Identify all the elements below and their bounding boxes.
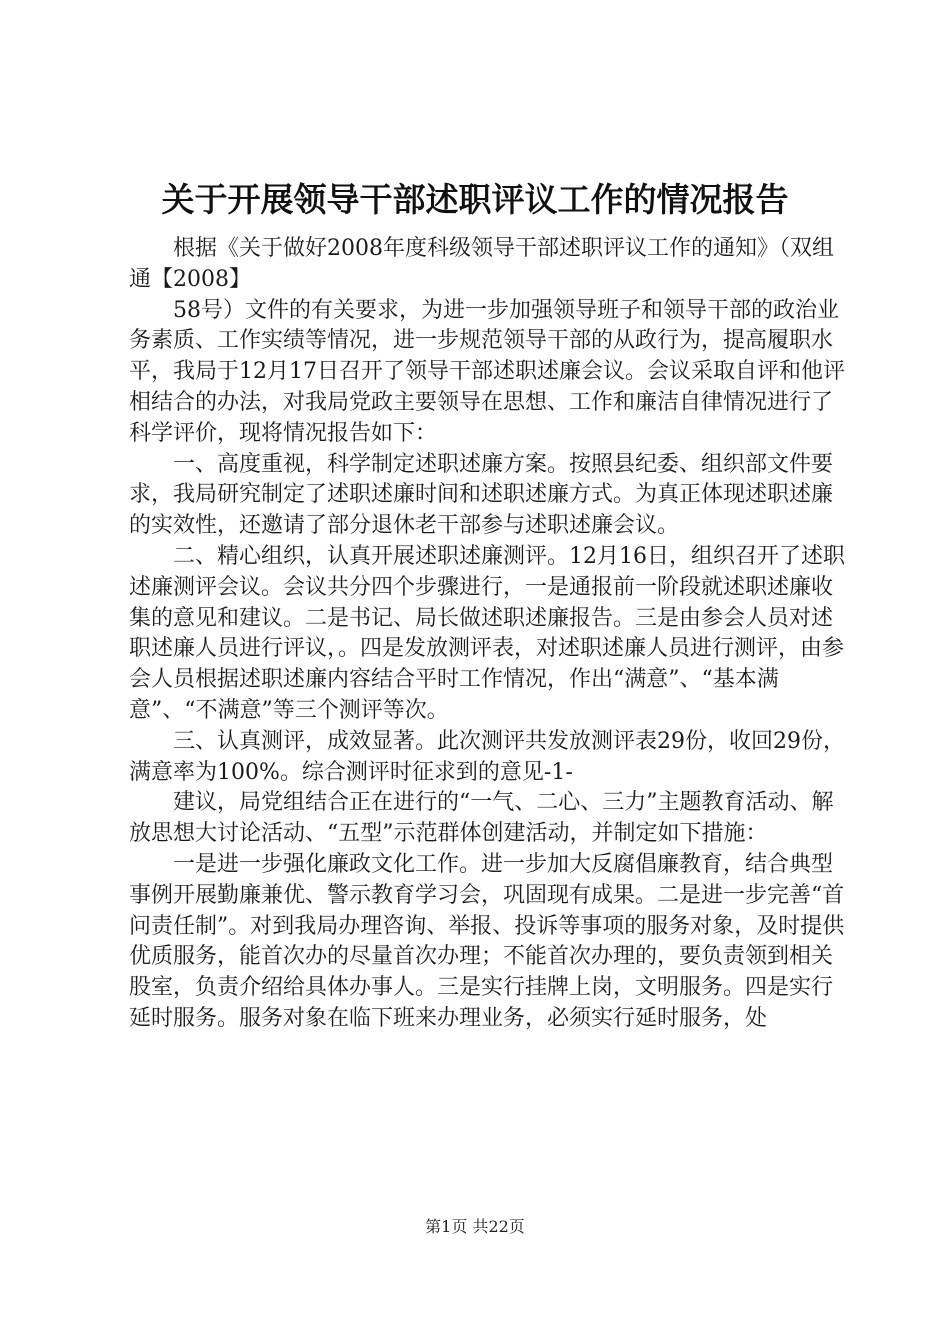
document-title: 关于开展领导干部述职评议工作的情况报告 <box>161 180 789 219</box>
paragraph-section-2: 二、精心组织，认真开展述职述廉测评。12月16日，组织召开了述职述廉测评会议。会议共分四个步骤进行，一是通报前一阶段就述职述廉收集的意见和建议。二是书记、局长做述职述廉报告。三是由参会人员对述职述廉人员进行评议，。四是发放测评表，对述职述廉人员进行测评，由参会人员根据述职述廉内容结合平时工作情况，作出“满意”、“基本满意”、“不满意”等三个测评等次。 <box>129 543 845 723</box>
paragraph-section-1: 一、高度重视，科学制定述职述廉方案。按照县纪委、组织部文件要求，我局研究制定了述职述廉时间和述职述廉方式。为真正体现述职述廉的实效性，还邀请了部分退休老干部参与述职述廉会议。 <box>129 451 834 539</box>
paragraph-measures-intro: 建议，局党组结合正在进行的“一气、二心、三力”主题教育活动、解放思想大讨论活动、“五型”示范群体创建活动，并制定如下措施： <box>129 790 834 847</box>
paragraph-intro: 根据《关于做好2008年度科级领导干部述职评议工作的通知》（双组通【2008】 <box>129 236 834 292</box>
paragraph-section-3: 三、认真测评，成效显著。此次测评共发放测评表29份，收回29份，满意率为100%。综合测评时征求到的意见-1- <box>129 728 845 785</box>
paragraph-measures: 一是进一步强化廉政文化工作。进一步加大反腐倡廉教育，结合典型事例开展勤廉兼优、警示教育学习会，巩固现有成果。二是进一步完善“首问责任制”。对到我局办理咨询、举报、投诉等事项的服务对象，及时提供优质服务，能首次办的尽量首次办理；不能首次办理的，要负责领到相关股室，负责介绍给具体办事人。三是实行挂牌上岗，文明服务。四是实行延时服务。服务对象在临下班来办理业务，必须实行延时服务，处 <box>129 851 845 1031</box>
page-number-footer: 第1页 共22页 <box>425 1217 525 1236</box>
document-body <box>129 234 849 1035</box>
paragraph-background: 58号）文件的有关要求，为进一步加强领导班子和领导干部的政治业务素质、工作实绩等情况，进一步规范领导干部的从政行为，提高履职水平，我局于12月17日召开了领导干部述职述廉会议。会议采取自评和他评相结合的办法，对我局党政主要领导在思想、工作和廉洁自律情况进行了科学评价，现将情况报告如下： <box>129 297 845 446</box>
